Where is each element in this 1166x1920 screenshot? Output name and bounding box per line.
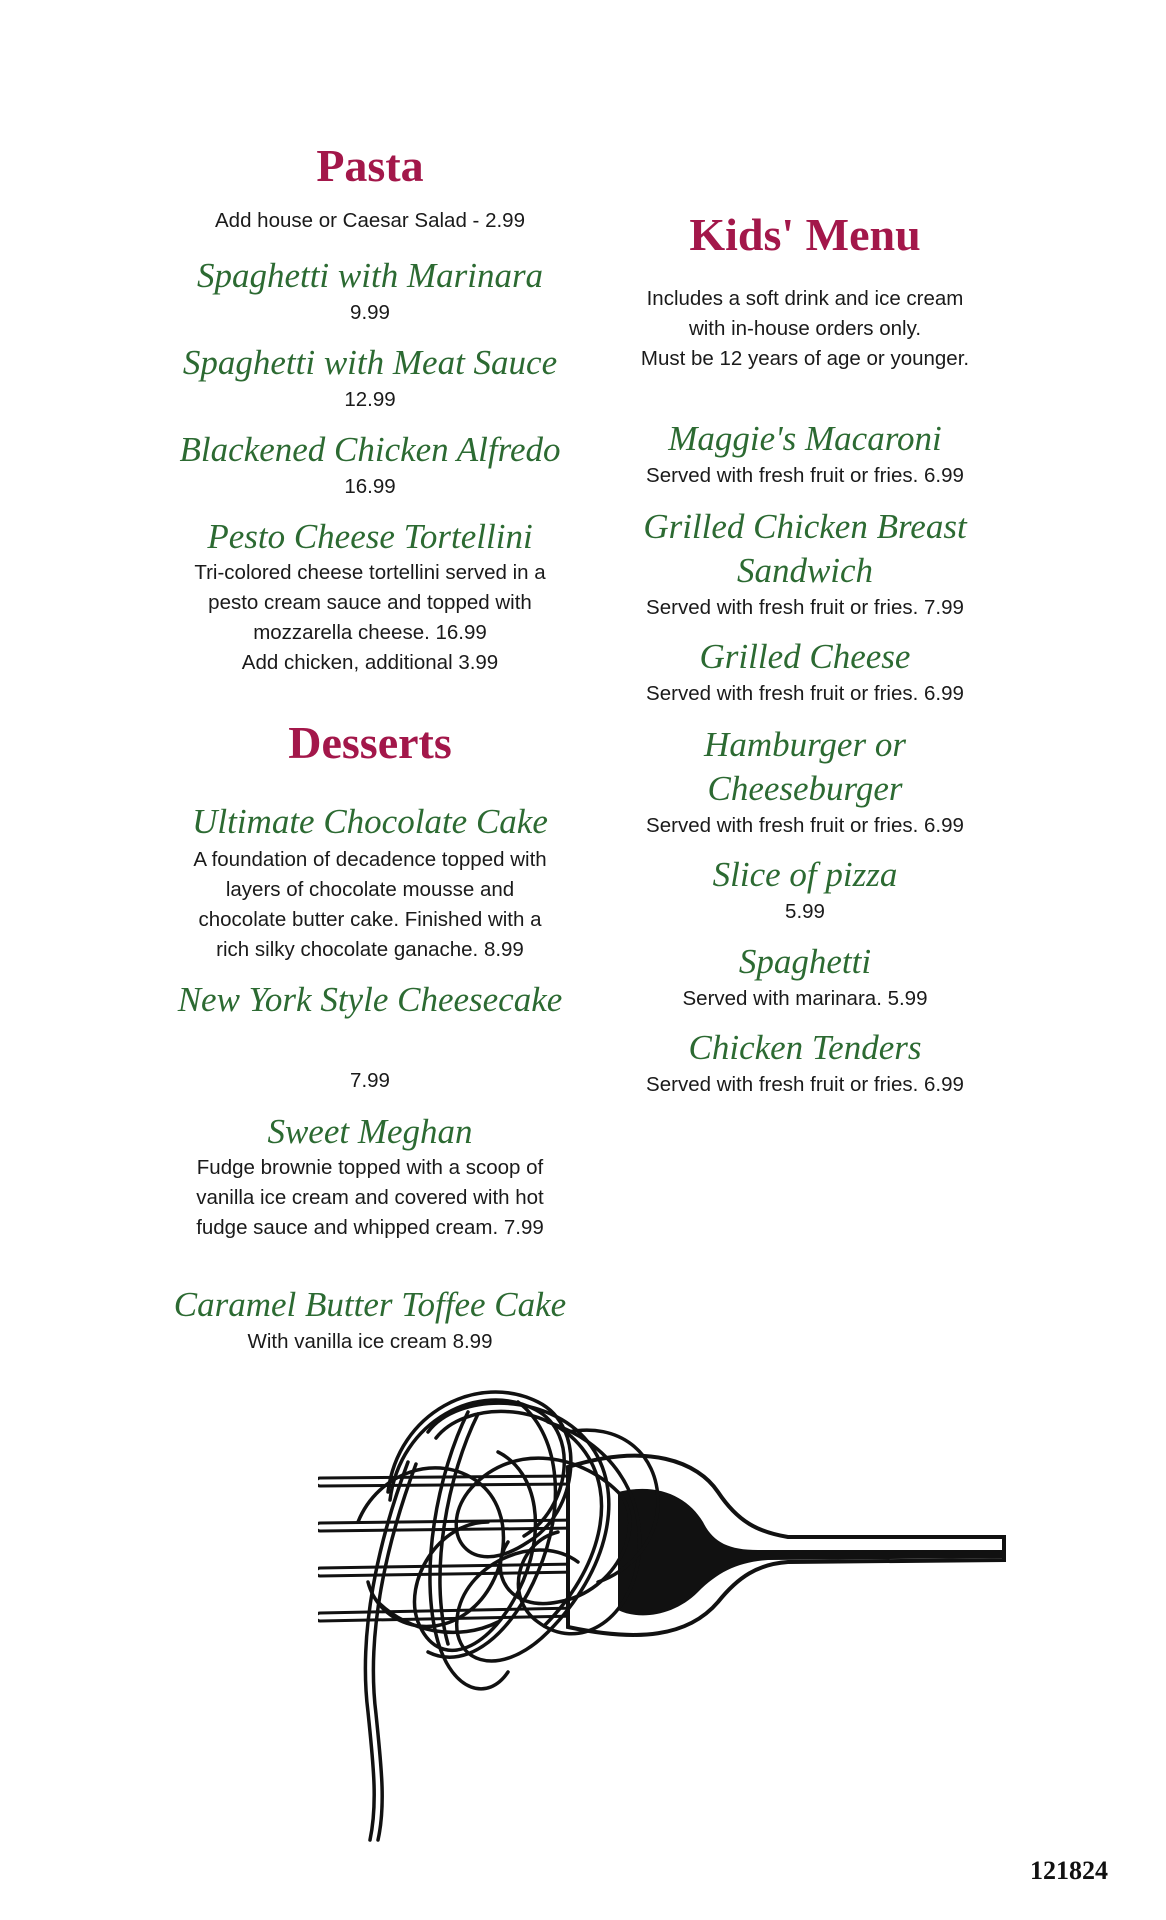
pasta-section-title: Pasta xyxy=(316,140,424,191)
kids-item-description: Served with fresh fruit or fries. 6.99 xyxy=(646,814,964,837)
kids-item-price: 5.99 xyxy=(785,900,825,923)
kids-item-description: Served with marinara. 5.99 xyxy=(682,987,928,1010)
kids-menu-note: Includes a soft drink and ice cream with in-house orders only. Must be 12 years of age or younger. xyxy=(640,287,970,370)
pasta-item-name: Spaghetti with Marinara xyxy=(196,256,544,295)
pasta-item-name: Spaghetti with Meat Sauce xyxy=(182,343,558,382)
kids-item-description: Served with fresh fruit or fries. 6.99 xyxy=(646,464,964,487)
pasta-item-price: 12.99 xyxy=(344,388,396,411)
dessert-item-name: Sweet Meghan xyxy=(267,1112,473,1151)
kids-item-name: Grilled Cheese xyxy=(699,637,911,676)
pasta-item-name: Blackened Chicken Alfredo xyxy=(179,430,561,469)
dessert-item-name: Ultimate Chocolate Cake xyxy=(192,802,548,841)
pasta-item-price: 16.99 xyxy=(344,475,396,498)
kids-menu-section-title: Kids' Menu xyxy=(689,209,921,260)
pasta-item-description: Tri-colored cheese tortellini served in a pesto cream sauce and topped with mozzarella cheese. 16.99 Add chicken, additional 3.99 xyxy=(194,561,546,674)
kids-item-description: Served with fresh fruit or fries. 7.99 xyxy=(646,596,964,619)
dessert-item-description: Fudge brownie topped with a scoop of vanilla ice cream and covered with hot fudge sauce and whipped cream. 7.99 xyxy=(196,1156,544,1239)
dessert-item-name: New York Style Cheesecake xyxy=(177,980,563,1019)
pasta-salad-note: Add house or Caesar Salad - 2.99 xyxy=(215,209,525,232)
dessert-item-description: A foundation of decadence topped with layers of chocolate mousse and chocolate butter cake. Finished with a rich silky chocolate ganache. 8.99 xyxy=(193,848,547,961)
dessert-item-price: 7.99 xyxy=(350,1069,390,1092)
kids-item-name: Spaghetti xyxy=(738,942,872,981)
menu-code: 121824 xyxy=(1030,1856,1108,1885)
kids-item-description: Served with fresh fruit or fries. 6.99 xyxy=(646,682,964,705)
dessert-item-name: Caramel Butter Toffee Cake xyxy=(173,1285,567,1324)
pasta-item-name: Pesto Cheese Tortellini xyxy=(207,517,533,556)
desserts-section-title: Desserts xyxy=(288,717,452,768)
pasta-item-price: 9.99 xyxy=(350,301,390,324)
kids-item-name: Chicken Tenders xyxy=(688,1028,922,1067)
dessert-item-description: With vanilla ice cream 8.99 xyxy=(247,1330,493,1353)
kids-item-description: Served with fresh fruit or fries. 6.99 xyxy=(646,1073,964,1096)
kids-item-name: Hamburger or Cheeseburger xyxy=(704,725,906,808)
kids-item-name: Maggie's Macaroni xyxy=(668,419,942,458)
kids-item-name: Slice of pizza xyxy=(712,855,898,894)
kids-item-name: Grilled Chicken Breast Sandwich xyxy=(643,507,967,590)
spaghetti-fork-icon xyxy=(318,1372,1008,1842)
